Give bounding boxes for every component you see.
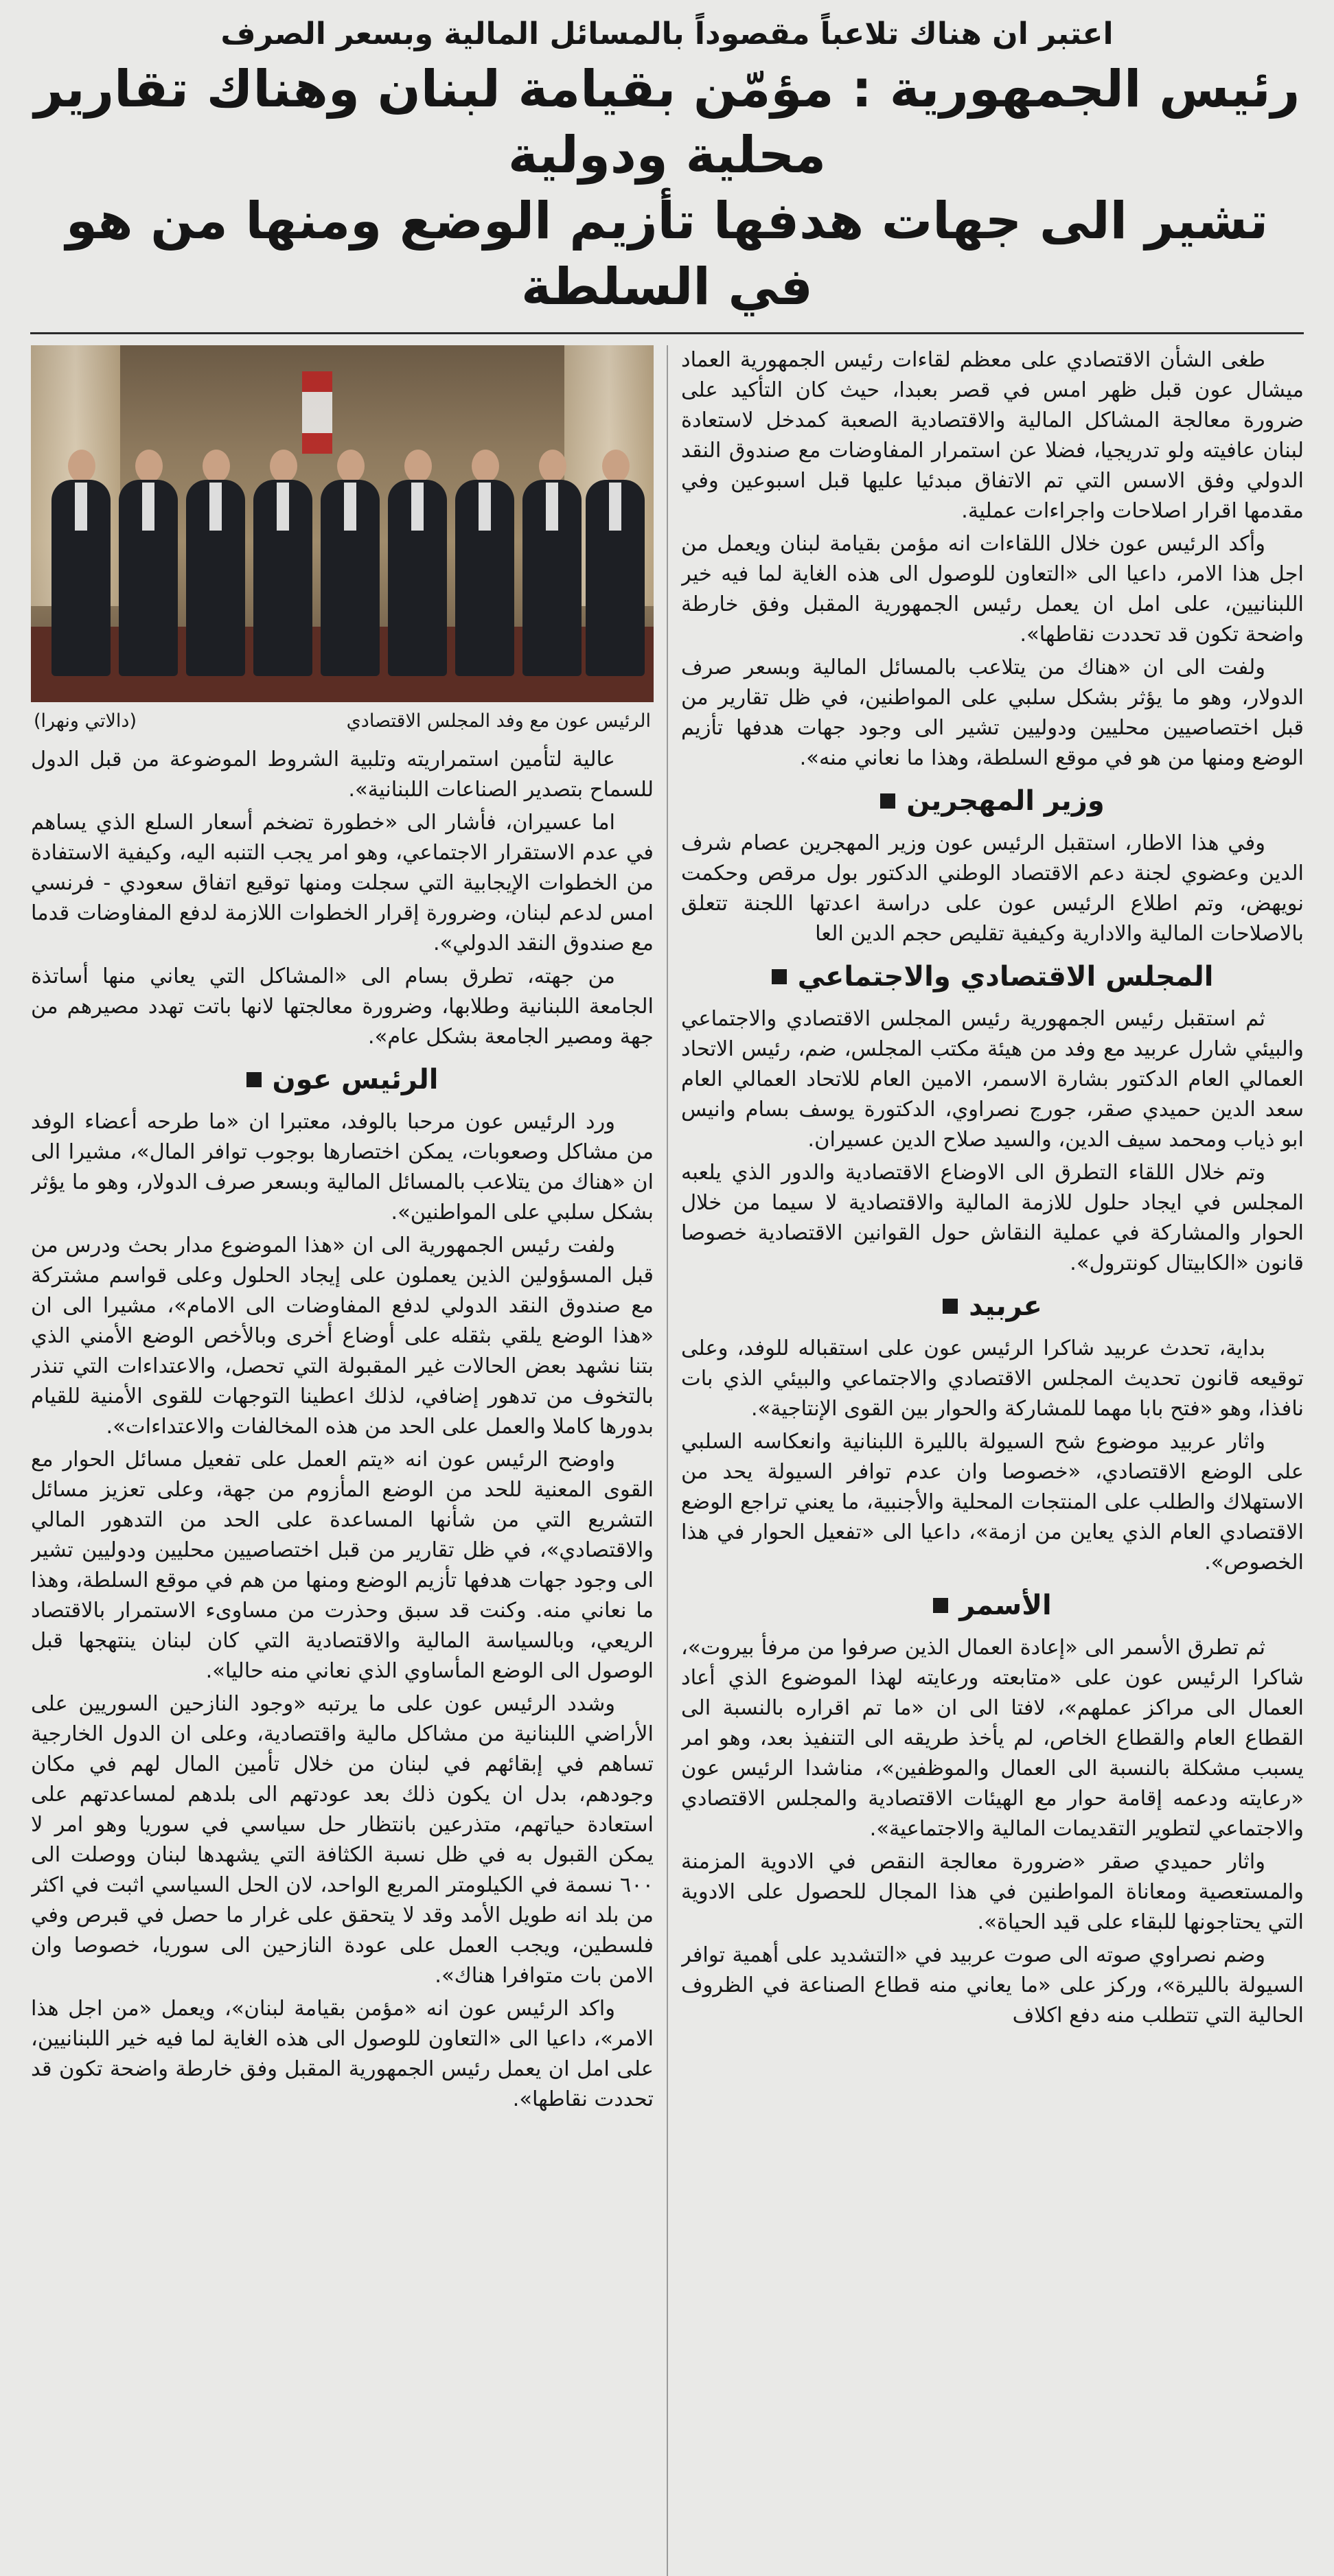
article-paragraph: اما عسيران، فأشار الى «خطورة تضخم أسعار السلع الذي يساهم في عدم الاستقرار الاجتماعي، وهو امر يجب التنبه اليه، وكيفية الاستفادة من الخطوات الإيجابية التي سجلت ومنها توقيع اتفاق سعودي - فرنسي امس لدعم لبنان، وضرورة إقرار الخطوات اللازمة لدفع المفاوضات قدما مع صندوق النقد الدولي».: [31, 811, 654, 955]
intro-paragraphs: [681, 345, 1304, 774]
section-heading: [31, 1059, 654, 1100]
lebanese-flag-icon: [302, 371, 332, 454]
heading-square-icon: [943, 1299, 958, 1314]
heading-square-icon: [772, 969, 787, 984]
person-figure: [388, 450, 447, 676]
section-heading-text: الرئيس عون: [272, 1064, 439, 1095]
person-figure: [586, 450, 645, 676]
person-figure: [321, 450, 380, 676]
article-paragraph: وفي هذا الاطار، استقبل الرئيس عون وزير المهجرين عصام شرف الدين وعضوي لجنة دعم الاقتصاد الوطني الدكتور بول مرقص وحكمت نويهض، وتم اطلاع الرئيس عون على دراسة اعدتها اللجنة تتعلق بالاصلاحات المالية والادارية وكيفية تقليص حجم الدين العا: [681, 831, 1304, 946]
section-body: [681, 828, 1304, 949]
left-column: [31, 345, 654, 2576]
article-paragraph: وضم نصراوي صوته الى صوت عربيد في «التشديد على أهمية توافر السيولة بالليرة»، وركز على «ما يعاني منه قطاع الصناعة في الظروف الحالية التي تتطلب منه دفع اكلاف: [681, 1943, 1304, 2028]
article-paragraph: واوضح الرئيس عون انه «يتم العمل على تفعيل مسائل الحوار مع القوى المعنية للحد من الوضع المأزوم من جهة، وعلى تعزيز مسائل التشريع التي من شأنها المساعدة على الحد من التدهور المالي والاقتصادي»، في ظل تقارير من قبل اختصاصيين محليين ودوليين تشير الى وجود جهات هدفها تأزيم الوضع ومنها من هم في موقع السلطة، وهذا ما نعاني منه. وكنت قد سبق وحذرت من مساوىء الاستمرار بالاقتصاد الريعي، وبالسياسة المالية والاقتصادية التي كان لبنان ينتهجها قبل الوصول الى الوضع المأساوي الذي نعاني منه حاليا».: [31, 1448, 654, 1683]
article-headline: [30, 56, 1304, 320]
section-heading-text: الأسمر: [959, 1590, 1052, 1621]
person-figure: [186, 450, 245, 676]
article-paragraph: بداية، تحدث عربيد شاكرا الرئيس عون على استقباله للوفد، وعلى توقيعه قانون تحديث المجلس الاقتصادي والاجتماعي والبيئي الذي بات نافذا، وهو «فتح بابا مهما للمشاركة والحوار بين القوى الإنتاجية».: [681, 1336, 1304, 1421]
article-paragraph: من جهته، تطرق بسام الى «المشاكل التي يعاني منها أساتذة الجامعة اللبنانية وطلابها، وضرورة معالجتها لانها باتت تهدد مصيرهم من جهة ومصير الجامعة بشكل عام».: [31, 964, 654, 1049]
article-kicker: اعتبر ان هناك تلاعباً مقصوداً بالمسائل المالية وبسعر الصرف: [220, 16, 1114, 51]
photo-credit: (دالاتي ونهرا): [34, 710, 137, 732]
caption-text: الرئيس عون مع وفد المجلس الاقتصادي: [346, 710, 651, 732]
section-heading: [681, 780, 1304, 822]
section-body: [681, 1633, 1304, 2031]
article-paragraph: ثم تطرق الأسمر الى «إعادة العمال الذين صرفوا من مرفأ بيروت»، شاكرا الرئيس عون على «متابعته ورعايته لهذا الموضوع الذي أعاد العمال الى مراكز عملهم»، لافتا الى ان «ما تم اقراره بالنسبة الى القطاع العام والقطاع الخاص، لم يأخذ طريقه الى التنفيذ بعد، وهو امر يسبب مشكلة بالنسبة الى العمال والموظفين»، مناشدا الرئيس عون «رعايته ودعمه إقامة حوار مع الهيئات الاقتصادية والمجلس الاقتصادي والاجتماعي لتطوير التقديمات المالية والاجتماعية».: [681, 1636, 1304, 1841]
section-heading: [681, 1286, 1304, 1327]
headline-line-1: رئيس الجمهورية : مؤمّن بقيامة لبنان وهناك تقارير محلية ودولية: [34, 60, 1300, 185]
section-body: [681, 1004, 1304, 1279]
article-paragraph: واثار حميدي صقر «ضرورة معالجة النقص في الادوية المزمنة والمستعصية ومعاناة المواطنين في هذا المجال للحصول على الادوية التي يحتاجونها للبقاء على قيد الحياة».: [681, 1850, 1304, 1934]
section-heading: [681, 1585, 1304, 1626]
person-figure: [455, 450, 514, 676]
section-heading-text: عربيد: [969, 1290, 1042, 1322]
article-paragraph: ولفت الى ان «هناك من يتلاعب بالمسائل المالية وبسعر صرف الدولار، وهو ما يؤثر بشكل سلبي على المواطنين، في ظل تقارير من قبل اختصاصيين محليين ودوليين تشير الى وجود جهات هدفها تأزيم الوضع ومنها من هو في موقع السلطة، وهذا ما نعاني منه».: [681, 655, 1304, 770]
left-top-paragraphs: [31, 745, 654, 1052]
right-column: [681, 345, 1304, 2576]
article-paragraph: ثم استقبل رئيس الجمهورية رئيس المجلس الاقتصادي والاجتماعي والبيئي شارل عربيد مع وفد من هيئة مكتب المجلس، ضم، رئيس الاتحاد العمالي العام الدكتور بشارة الاسمر، الامين العام للاتحاد العمالي العام سعد الدين حميدي صقر، جورج نصراوي، الدكتورة يوسف بسام وانيس ابو ذياب ومحمد سيف الدين، والسيد صلاح الدين عسيران.: [681, 1007, 1304, 1152]
article-paragraph: واكد الرئيس عون انه «مؤمن بقيامة لبنان»، ويعمل «من اجل هذا الامر»، داعيا الى «التعاون للوصول الى هذه الغاية لما فيه خير اللبنانيين، على امل ان يعمل رئيس الجمهورية المقبل وفق خارطة واضحة تكون قد تحددت نقاطها».: [31, 1997, 654, 2111]
group-photo: [31, 345, 654, 702]
photo-caption: [31, 708, 654, 735]
heading-square-icon: [880, 793, 895, 809]
article-paragraph: واثار عربيد موضوع شح السيولة بالليرة اللبنانية وانعكاسه السلبي على الوضع الاقتصادي، «خصوصا وان عدم توافر السيولة يحد من الاستهلاك والطلب على المنتجات المحلية والأجنبية، ما يعني تراجع الوضع الاقتصادي العام الذي يعاين من ازمة»، داعيا الى «تفعيل الحوار في هذا الخصوص».: [681, 1430, 1304, 1575]
heading-square-icon: [933, 1598, 948, 1613]
section-body: [31, 1107, 654, 2115]
article-paragraph: وشدد الرئيس عون على ما يرتبه «وجود النازحين السوريين على الأراضي اللبنانية من مشاكل مالية واقتصادية، وعلى ان الدول الخارجية تساهم في إبقائهم في لبنان من خلال تأمين المال لهم في مكان وجودهم، بدل ان يكون ذلك بعد عودتهم الى بلدهم لمساعدتهم على استعادة حياتهم، متذرعين بانتظار حل سياسي في سوريا وهو امر لا يمكن القبول به في ظل نسبة الكثافة التي يشهدها لبنان ووصلت الى ٦٠٠ نسمة في الكيلومتر المربع الواحد، لان الحل السياسي اثبت في اكثر من بلد انه طويل الأمد وقد لا يتحقق على غرار ما حصل في قبرص وفي فلسطين، ويجب العمل على عودة النازحين الى سوريا، خصوصا وان الامن بات متوافرا هناك».: [31, 1692, 654, 1988]
headline-rule: [30, 332, 1304, 334]
person-figure: [522, 450, 582, 676]
article-paragraph: وأكد الرئيس عون خلال اللقاءات انه مؤمن بقيامة لبنان ويعمل من اجل هذا الامر، داعيا الى «التعاون للوصول الى هذه الغاية لما فيه خير اللبنانيين، على امل ان يعمل رئيس الجمهورية المقبل وفق خارطة واضحة تكون قد تحددت نقاطها».: [681, 532, 1304, 647]
photo-block: [31, 345, 654, 735]
person-figure: [119, 450, 178, 676]
article-paragraph: طغى الشأن الاقتصادي على معظم لقاءات رئيس الجمهورية العماد ميشال عون قبل ظهر امس في قصر بعبدا، حيث كان التأكيد على ضرورة معالجة المشاكل المالية والاقتصادية الصعبة كمدخل لاستعادة لبنان عافيته ولو تدريجيا، فضلا عن استمرار المفاوضات مع صندوق النقد الدولي وفق الاسس التي تم الاتفاق مبدئيا عليها قبل اسبوعين وفي مقدمها اقرار اصلاحات واجراءات عملية.: [681, 348, 1304, 523]
section-body: [681, 1334, 1304, 1578]
person-figure: [253, 450, 312, 676]
article-columns: [30, 345, 1304, 2576]
section-heading-text: المجلس الاقتصادي والاجتماعي: [797, 961, 1214, 993]
column-divider: [667, 345, 668, 2576]
article-paragraph: وتم خلال اللقاء التطرق الى الاوضاع الاقتصادية والدور الذي يلعبه المجلس في ايجاد حلول للازمة المالية والاقتصادية لا سيما من خلال الحوار والمشاركة في عملية النقاش حول القوانين الاقتصادية خصوصا قانون «الكابيتال كونترول».: [681, 1161, 1304, 1275]
heading-square-icon: [246, 1072, 262, 1087]
person-figure: [51, 450, 111, 676]
article-paragraph: ولفت رئيس الجمهورية الى ان «هذا الموضوع مدار بحث ودرس من قبل المسؤولين الذين يعملون على إيجاد الحلول وعلى قواسم مشتركة مع صندوق النقد الدولي لدفع المفاوضات الى الامام»، مشيرا الى ان «هذا الوضع يلقي بثقله على أوضاع أخرى وبالأخص الوضع الأمني الذي بتنا نشهد بعض الحالات غير المقبولة التي تحصل، والاعتداءات التي تنذر بالتخوف من تدهور إضافي، لذلك اعطينا التوجهات للقوى الأمنية للقيام بدورها كاملا والعمل على الحد من هذه المخالفات والاعتداءات».: [31, 1233, 654, 1439]
headline-line-2: تشير الى جهات هدفها تأزيم الوضع ومنها من هو في السلطة: [65, 192, 1269, 316]
section-heading-text: وزير المهجرين: [906, 785, 1105, 817]
article-paragraph: عالية لتأمين استمراريته وتلبية الشروط الموضوعة من قبل الدول للسماح بتصدير الصناعات اللبنانية».: [31, 747, 654, 802]
article-paragraph: ورد الرئيس عون مرحبا بالوفد، معتبرا ان «ما طرحه أعضاء الوفد من مشاكل وصعوبات، يمكن اختصارها بوجوب توافر المال»، مشيرا الى ان «هناك من يتلاعب بالمسائل المالية وبسعر صرف الدولار، وهو ما يؤثر بشكل سلبي على المواطنين».: [31, 1110, 654, 1225]
section-heading: [681, 956, 1304, 997]
